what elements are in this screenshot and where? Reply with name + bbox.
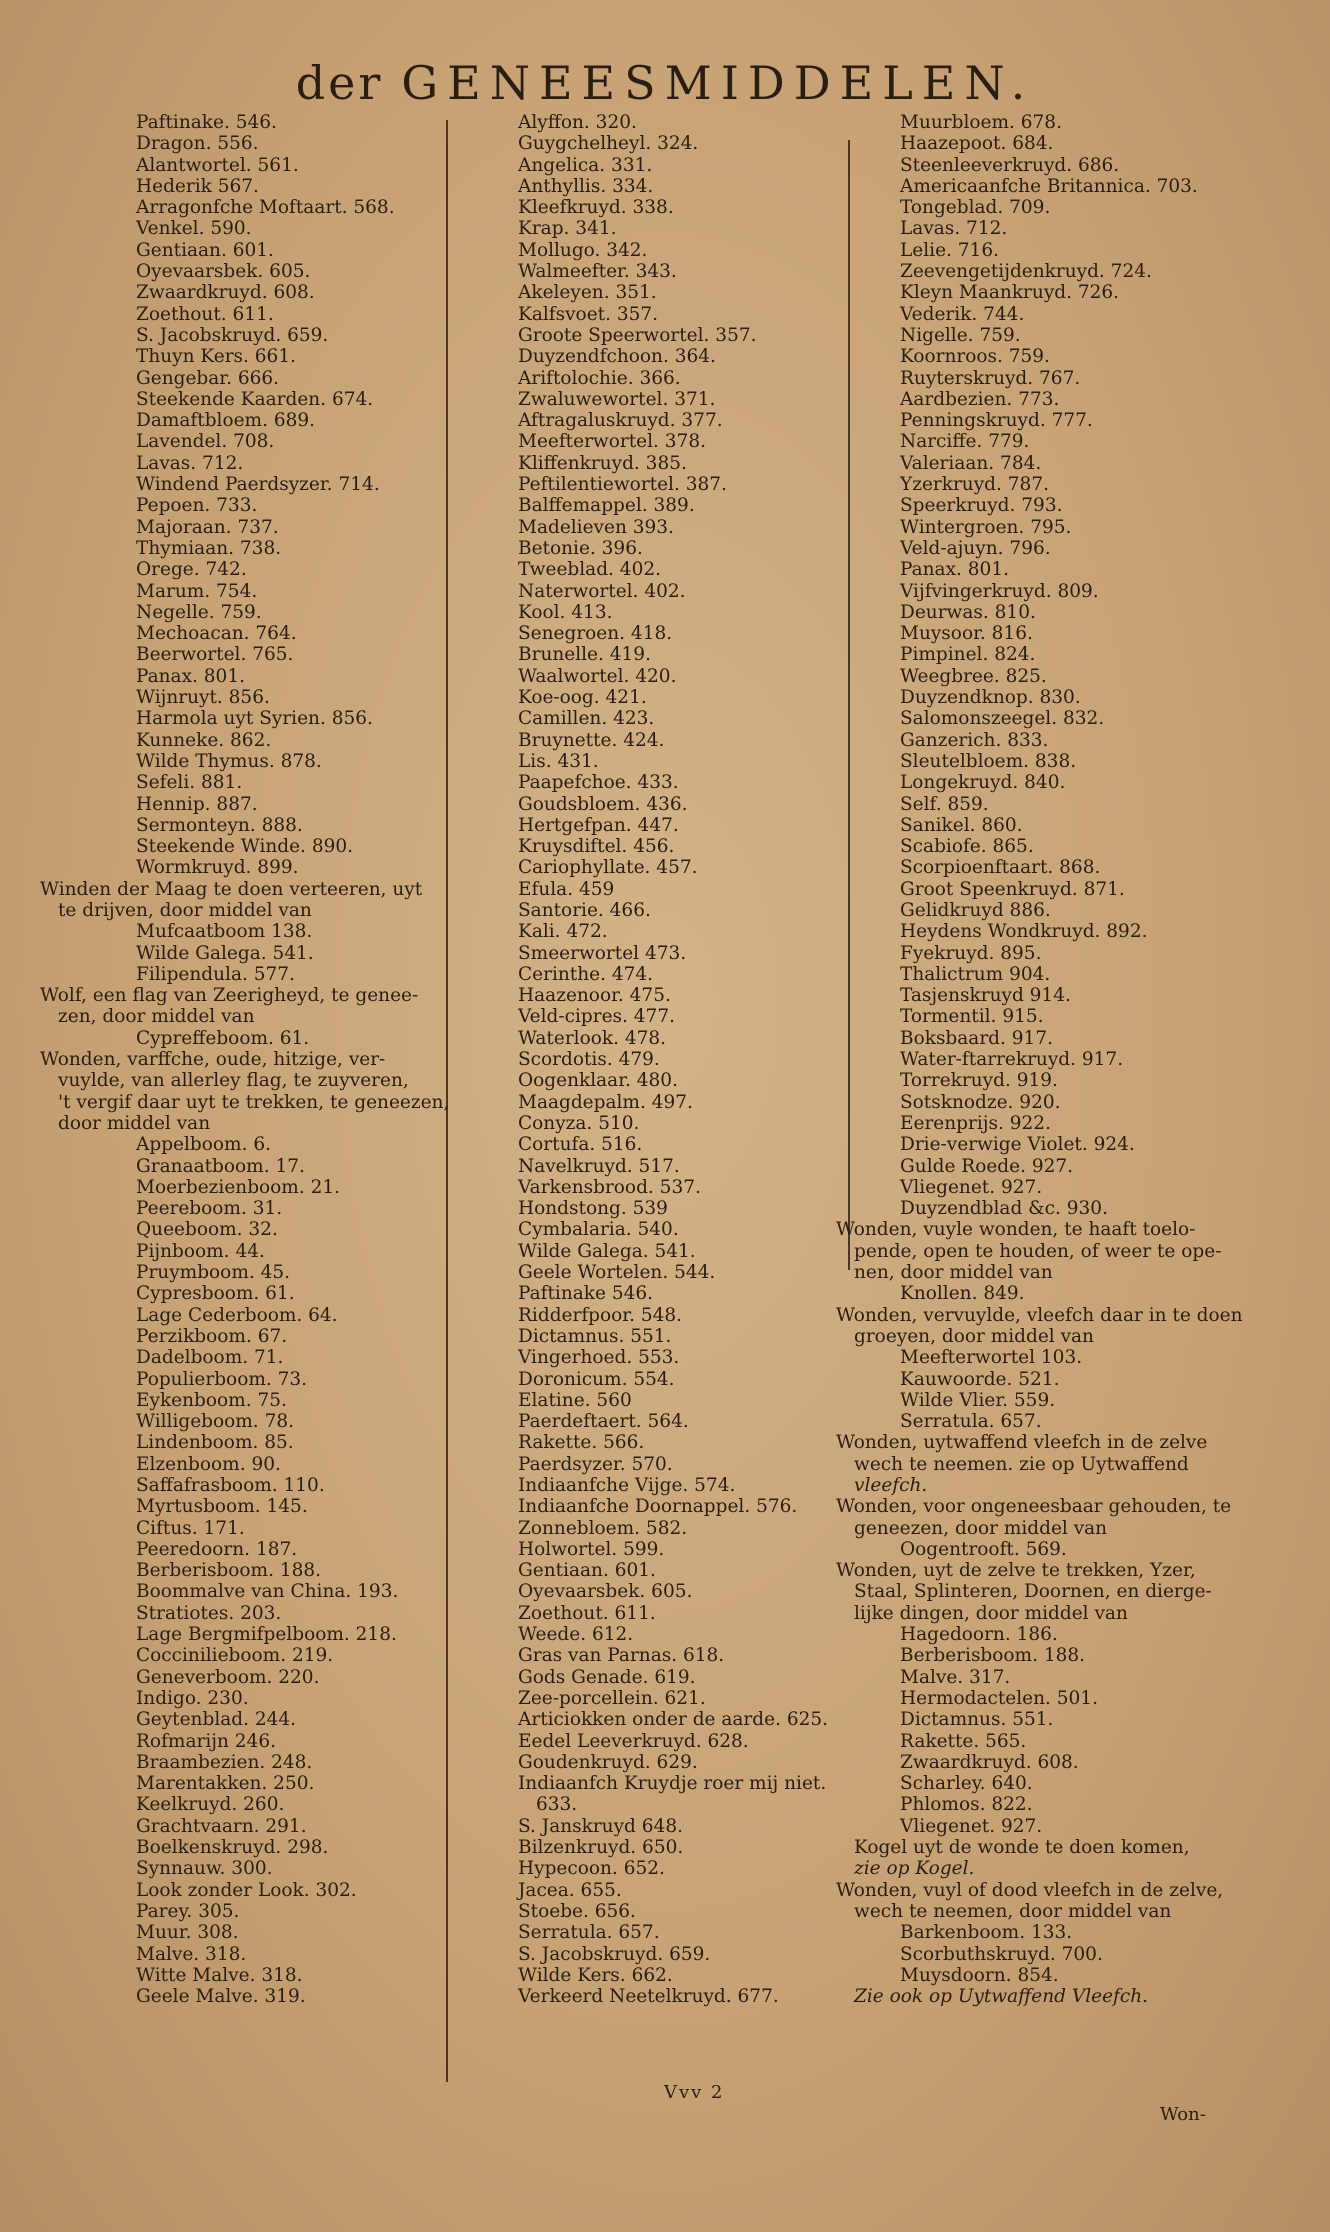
- index-entry: Koe-oog. 421.: [518, 687, 647, 709]
- index-entry: Wilde Thymus. 878.: [136, 750, 322, 772]
- index-entry: Parey. 305.: [136, 1900, 240, 1922]
- index-entry: Gengebar. 666.: [136, 367, 280, 389]
- index-entry: Navelkruyd. 517.: [518, 1155, 680, 1177]
- index-entry: Malve. 317.: [900, 1666, 1011, 1688]
- index-entry: Elzenboom. 90.: [136, 1453, 281, 1475]
- index-entry: Indigo. 230.: [136, 1687, 249, 1709]
- index-entry: Duyzendfchoon. 364.: [518, 346, 716, 368]
- index-entry: Peeredoorn. 187.: [136, 1538, 298, 1560]
- index-entry: Damaftbloem. 689.: [136, 410, 316, 432]
- index-entry: Windend Paerdsyzer. 714.: [136, 474, 380, 496]
- index-entry: Zoethout. 611.: [136, 303, 274, 325]
- index-entry: Rakette. 565.: [900, 1730, 1027, 1752]
- index-entry: Kauwoorde. 521.: [900, 1368, 1060, 1390]
- index-entry: Winden der Maag te doen verteeren, uyt: [40, 878, 423, 900]
- index-entry: Elatine. 560: [518, 1389, 632, 1411]
- index-entry: Indiaanfche Vijge. 574.: [518, 1475, 736, 1496]
- index-entry: Oogenklaar. 480.: [518, 1070, 678, 1092]
- index-entry: Sotsknodze. 920.: [900, 1091, 1061, 1113]
- index-entry: Veld-cipres. 477.: [518, 1006, 675, 1028]
- index-entry: Appelboom. 6.: [136, 1134, 271, 1156]
- index-entry: Mechoacan. 764.: [136, 623, 297, 645]
- index-entry: Alyffon. 320.: [518, 112, 637, 133]
- index-entry: Akeleyen. 351.: [518, 282, 657, 304]
- index-entry: Articiokken onder de aarde. 625.: [518, 1709, 829, 1731]
- index-entry: Granaatboom. 17.: [136, 1155, 305, 1177]
- index-entry: Paapefchoe. 433.: [518, 772, 679, 794]
- index-entry: Pimpinel. 824.: [900, 644, 1036, 666]
- index-entry: Meefterwortel 103.: [900, 1347, 1083, 1369]
- index-entry: Muysdoorn. 854.: [900, 1964, 1059, 1986]
- index-entry: Lavendel. 708.: [136, 431, 275, 453]
- index-entry: Indiaanfche Doornappel. 576.: [518, 1496, 798, 1518]
- index-entry: Efula. 459: [518, 878, 615, 900]
- index-entry: Lavas. 712.: [136, 452, 244, 474]
- index-entry: Barkenboom. 133.: [900, 1922, 1073, 1944]
- index-entry: Rakette. 566.: [518, 1432, 645, 1454]
- index-entry: Wilde Kers. 662.: [518, 1964, 673, 1986]
- index-entry: Goudenkruyd. 629.: [518, 1751, 698, 1773]
- catchword: Won-: [1160, 2104, 1206, 2125]
- index-entry: Mollugo. 342.: [518, 239, 648, 261]
- index-entry: Marentakken. 250.: [136, 1773, 315, 1795]
- index-entry: Groot Speenkruyd. 871.: [900, 878, 1125, 900]
- header-title: GENEESMIDDELEN.: [401, 56, 1035, 110]
- index-entry: te drijven, door middel van: [58, 899, 312, 921]
- index-entry: Aardbezien. 773.: [900, 388, 1060, 410]
- index-entry: Scorbuthskruyd. 700.: [900, 1943, 1103, 1965]
- index-entry: Smeerwortel 473.: [518, 942, 687, 964]
- index-entry: Sefeli. 881.: [136, 772, 243, 794]
- index-entry: Fyekruyd. 895.: [900, 942, 1042, 964]
- index-entry: Paftinake 546.: [518, 1283, 654, 1305]
- index-entry: wech te neemen. zie op Uytwaffend: [854, 1453, 1189, 1475]
- index-entry: Zonnebloem. 582.: [518, 1517, 688, 1539]
- index-entry: S. Janskruyd 648.: [518, 1815, 683, 1837]
- index-entry: Orege. 742.: [136, 559, 247, 581]
- index-entry: Thuyn Kers. 661.: [136, 346, 296, 368]
- index-entry: Dragon. 556.: [136, 133, 259, 155]
- index-entry: Geele Malve. 319.: [136, 1986, 306, 2008]
- index-column-3: [836, 112, 1243, 2008]
- index-entry: Pijnboom. 44.: [136, 1240, 265, 1262]
- index-entry: Bilzenkruyd. 650.: [518, 1837, 684, 1859]
- index-entry: Zwaardkruyd. 608.: [136, 282, 315, 304]
- index-entry: Wintergroen. 795.: [900, 516, 1072, 538]
- index-entry: Zie ook op Uytwaffend Vleefch.: [854, 1986, 1149, 2008]
- index-entry: Kogel uyt de wonde te doen komen,: [854, 1837, 1190, 1859]
- index-entry: Santorie. 466.: [518, 899, 651, 921]
- index-entry: Dadelboom. 71.: [136, 1347, 284, 1369]
- index-entry: Boommalve van China. 193.: [136, 1581, 399, 1603]
- index-entry: Muur. 308.: [136, 1922, 239, 1944]
- index-entry: Stratiotes. 203.: [136, 1602, 282, 1624]
- index-entry: Bruynette. 424.: [518, 729, 665, 751]
- index-entry: Beerwortel. 765.: [136, 644, 294, 666]
- index-entry: Tongeblad. 709.: [900, 197, 1051, 219]
- index-entry: Hermodactelen. 501.: [900, 1687, 1098, 1709]
- index-entry: Wonden, vuyle wonden, te haaft toelo-: [836, 1219, 1196, 1241]
- index-entry: Waterlook. 478.: [518, 1027, 667, 1049]
- index-entry: Coccinilieboom. 219.: [136, 1645, 334, 1667]
- index-entry: S. Jacobskruyd. 659.: [136, 324, 329, 346]
- index-column-1: [40, 112, 450, 2008]
- index-entry: Peftilentiewortel. 387.: [518, 474, 727, 496]
- index-entry: groeyen, door middel van: [854, 1325, 1094, 1347]
- index-entry: Myrtusboom. 145.: [136, 1496, 308, 1518]
- index-entry: Grachtvaarn. 291.: [136, 1815, 307, 1837]
- index-entry: Yzerkruyd. 787.: [900, 474, 1049, 496]
- header-prefix: der: [295, 56, 384, 110]
- index-entry: Koornroos. 759.: [900, 346, 1050, 368]
- index-entry: Dictamnus. 551.: [518, 1325, 672, 1347]
- index-entry: Staal, Splinteren, Doornen, en dierge-: [854, 1581, 1212, 1603]
- index-entry: Zwaluwewortel. 371.: [518, 388, 716, 410]
- index-entry: Alantwortel. 561.: [136, 154, 299, 176]
- index-entry: Geneverboom. 220.: [136, 1666, 320, 1688]
- index-entry: lijke dingen, door middel van: [854, 1602, 1128, 1624]
- index-entry: Kliffenkruyd. 385.: [518, 452, 687, 474]
- index-entry: Pruymboom. 45.: [136, 1262, 291, 1284]
- index-entry: Vederik. 744.: [900, 303, 1025, 325]
- index-entry: Geytenblad. 244.: [136, 1709, 297, 1731]
- index-entry: Betonie. 396.: [518, 537, 643, 559]
- index-entry: Paftinake. 546.: [136, 112, 277, 133]
- index-entry: Boksbaard. 917.: [900, 1027, 1053, 1049]
- index-entry: Maagdepalm. 497.: [518, 1091, 693, 1113]
- index-entry: Eedel Leeverkruyd. 628.: [518, 1730, 749, 1752]
- index-entry: Sermonteyn. 888.: [136, 814, 303, 836]
- index-entry: nen, door middel van: [854, 1262, 1053, 1284]
- index-entry: Berberisboom. 188.: [900, 1645, 1086, 1667]
- index-entry: Longekruyd. 840.: [900, 772, 1066, 794]
- index-entry: wech te neemen, door middel van: [854, 1900, 1172, 1922]
- index-entry: Madelieven 393.: [518, 516, 674, 538]
- index-entry: Balffemappel. 389.: [518, 495, 695, 517]
- index-entry: Holwortel. 599.: [518, 1538, 665, 1560]
- index-entry: Oyevaarsbek. 605.: [136, 261, 311, 283]
- index-entry: Haazepoot. 684.: [900, 133, 1054, 155]
- index-entry: Sleutelbloem. 838.: [900, 750, 1077, 772]
- index-entry: Hypecoon. 652.: [518, 1858, 665, 1880]
- index-entry: Krap. 341.: [518, 218, 617, 240]
- index-entry: Zwaardkruyd. 608.: [900, 1751, 1079, 1773]
- index-entry: Varkensbrood. 537.: [518, 1176, 701, 1198]
- index-entry: Eerenprijs. 922.: [900, 1112, 1051, 1134]
- index-entry: Berberisboom. 188.: [136, 1560, 322, 1582]
- index-entry: Gulde Roede. 927.: [900, 1155, 1074, 1177]
- index-entry: Wonden, vuyl of dood vleefch in de zelve,: [836, 1879, 1224, 1901]
- index-entry: 't vergif daar uyt te trekken, te geneezen,: [58, 1091, 450, 1113]
- index-entry: Ariftolochie. 366.: [518, 367, 681, 389]
- index-entry: Cariophyllate. 457.: [518, 857, 698, 879]
- index-entry: Boelkenskruyd. 298.: [136, 1837, 329, 1859]
- index-entry: Panax. 801.: [900, 559, 1009, 581]
- index-column-2: [518, 112, 858, 2007]
- index-entry: Muysoor. 816.: [900, 623, 1033, 645]
- index-entry: door middel van: [58, 1112, 211, 1134]
- index-entry: Cymbalaria. 540.: [518, 1219, 679, 1241]
- index-entry: Indiaanfch Kruydje roer mij niet.: [518, 1773, 827, 1795]
- index-entry: Scharley. 640.: [900, 1773, 1033, 1795]
- index-entry: Penningskruyd. 777.: [900, 410, 1093, 432]
- index-entry: Filipendula. 577.: [136, 963, 295, 985]
- index-entry: Oyevaarsbek. 605.: [518, 1581, 693, 1603]
- index-entry: Gras van Parnas. 618.: [518, 1645, 725, 1667]
- index-entry: Wonden, uytwaffend vleefch in de zelve: [836, 1432, 1208, 1454]
- index-entry: Pepoen. 733.: [136, 495, 258, 517]
- index-entry: Nigelle. 759.: [900, 324, 1021, 346]
- index-entry: Weegbree. 825.: [900, 665, 1047, 687]
- index-entry: Arragonfche Moftaart. 568.: [136, 197, 395, 219]
- index-entry: Steekende Winde. 890.: [136, 836, 354, 858]
- index-entry: Venkel. 590.: [136, 218, 252, 240]
- index-entry: Look zonder Look. 302.: [136, 1879, 357, 1901]
- index-entry: Willigeboom. 78.: [136, 1411, 294, 1433]
- index-entry: Harmola uyt Syrien. 856.: [136, 708, 373, 730]
- index-entry: Jacea. 655.: [518, 1879, 622, 1901]
- index-entry: Gentiaan. 601.: [136, 239, 274, 261]
- index-entry: Torrekruyd. 919.: [900, 1070, 1058, 1092]
- index-entry: Thymiaan. 738.: [136, 537, 282, 559]
- index-entry: Veld-ajuyn. 796.: [900, 537, 1051, 559]
- index-entry: Hondstong. 539: [518, 1198, 668, 1220]
- index-entry: Synnauw. 300.: [136, 1858, 273, 1880]
- index-entry: Serratula. 657.: [900, 1411, 1042, 1433]
- index-entry: Wonden, vervuylde, vleefch daar in te doen: [836, 1304, 1243, 1326]
- index-entry: Groote Speerwortel. 357.: [518, 324, 757, 346]
- index-entry: Kleefkruyd. 338.: [518, 197, 674, 219]
- index-entry: Americaanfche Britannica. 703.: [900, 175, 1198, 197]
- index-entry: Lage Cederboom. 64.: [136, 1304, 338, 1326]
- index-entry: Paerdeftaert. 564.: [518, 1411, 689, 1433]
- index-entry: Wonden, varffche, oude, hitzige, ver-: [40, 1049, 386, 1071]
- index-entry: Knollen. 849.: [900, 1283, 1025, 1305]
- index-entry: Populierboom. 73.: [136, 1368, 308, 1390]
- index-entry: Haazenoor. 475.: [518, 985, 671, 1007]
- index-entry: Perzikboom. 67.: [136, 1325, 288, 1347]
- index-entry: Ciftus. 171.: [136, 1517, 245, 1539]
- index-entry: Ganzerich. 833.: [900, 729, 1049, 751]
- index-entry: Steenleeverkruyd. 686.: [900, 154, 1120, 176]
- index-entry: Anthyllis. 334.: [518, 175, 654, 197]
- index-entry: Kunneke. 862.: [136, 729, 272, 751]
- index-entry: Hertgefpan. 447.: [518, 814, 679, 836]
- index-entry: Waalwortel. 420.: [518, 665, 677, 687]
- index-entry: Zee-porcellein. 621.: [518, 1687, 706, 1709]
- index-entry: vleefch.: [854, 1475, 928, 1496]
- index-entry: Cerinthe. 474.: [518, 963, 654, 985]
- index-entry: Oogentrooft. 569.: [900, 1538, 1067, 1560]
- index-entry: Moerbezienboom. 21.: [136, 1176, 341, 1198]
- index-entry: Tormentil. 915.: [900, 1006, 1044, 1028]
- index-entry: Thalictrum 904.: [900, 963, 1051, 985]
- index-entry: Conyza. 510.: [518, 1112, 640, 1134]
- index-entry: Meefterwortel. 378.: [518, 431, 706, 453]
- index-entry: Sanikel. 860.: [900, 814, 1023, 836]
- index-entry: Witte Malve. 318.: [136, 1964, 303, 1986]
- index-entry: Dictamnus. 551.: [900, 1709, 1054, 1731]
- index-entry: Phlomos. 822.: [900, 1794, 1033, 1816]
- index-entry: pende, open te houden, of weer te ope-: [854, 1240, 1222, 1262]
- index-entry: Eykenboom. 75.: [136, 1389, 287, 1411]
- index-entry: Vliegenet. 927.: [900, 1176, 1043, 1198]
- index-entry: Keelkruyd. 260.: [136, 1794, 285, 1816]
- index-entry: Vijfvingerkruyd. 809.: [900, 580, 1099, 602]
- index-entry: Weede. 612.: [518, 1624, 634, 1646]
- index-entry: Stoebe. 656.: [518, 1900, 636, 1922]
- index-entry: Malve. 318.: [136, 1943, 247, 1965]
- index-entry: Cypreffeboom. 61.: [136, 1027, 310, 1049]
- index-entry: Zeevengetijdenkruyd. 724.: [900, 261, 1152, 283]
- index-entry: Wilde Vlier. 559.: [900, 1389, 1056, 1411]
- index-entry: Brunelle. 419.: [518, 644, 651, 666]
- index-entry: Duyzendknop. 830.: [900, 687, 1081, 709]
- index-entry: Tasjenskruyd 914.: [900, 985, 1071, 1007]
- index-entry: Ruyterskruyd. 767.: [900, 367, 1081, 389]
- index-entry: Mufcaatboom 138.: [136, 921, 313, 943]
- index-entry: Tweeblad. 402.: [518, 559, 661, 581]
- index-entry: Scordotis. 479.: [518, 1049, 660, 1071]
- index-entry: Rofmarijn 246.: [136, 1730, 276, 1752]
- index-entry: Verkeerd Neetelkruyd. 677.: [518, 1986, 779, 2008]
- index-entry: Angelica. 331.: [518, 154, 653, 176]
- index-entry: Doronicum. 554.: [518, 1368, 675, 1390]
- index-entry: Wonden, uyt de zelve te trekken, Yzer,: [836, 1560, 1196, 1582]
- index-entry: Cortufa. 516.: [518, 1134, 643, 1156]
- index-entry: Cypresboom. 61.: [136, 1283, 295, 1305]
- index-entry: Vliegenet. 927.: [900, 1815, 1043, 1837]
- index-entry: Panax. 801.: [136, 665, 245, 687]
- index-entry: Hennip. 887.: [136, 793, 258, 815]
- index-entry: Salomonszeegel. 832.: [900, 708, 1105, 730]
- index-entry: Aftragaluskruyd. 377.: [518, 410, 723, 432]
- index-entry: Kalfsvoet. 357.: [518, 303, 659, 325]
- index-entry: Lelie. 716.: [900, 239, 999, 261]
- index-entry: Hagedoorn. 186.: [900, 1624, 1058, 1646]
- index-entry: Wilde Galega. 541.: [136, 942, 314, 964]
- index-entry: S. Jacobskruyd. 659.: [518, 1943, 711, 1965]
- index-entry: Peereboom. 31.: [136, 1198, 283, 1220]
- index-entry: Narciffe. 779.: [900, 431, 1030, 453]
- index-entry: Lindenboom. 85.: [136, 1432, 294, 1454]
- index-entry: Self. 859.: [900, 793, 989, 815]
- index-entry: vuylde, van allerley flag, te zuyveren,: [58, 1070, 409, 1092]
- index-entry: Wormkruyd. 899.: [136, 857, 299, 879]
- index-entry: Serratula. 657.: [518, 1922, 660, 1944]
- index-entry: Ridderfpoor. 548.: [518, 1304, 683, 1326]
- index-entry: 633.: [536, 1794, 578, 1816]
- index-entry: Kleyn Maankruyd. 726.: [900, 282, 1120, 304]
- index-entry: Paerdsyzer. 570.: [518, 1453, 673, 1475]
- index-entry: geneezen, door middel van: [854, 1517, 1108, 1539]
- index-entry: Wolf, een flag van Zeerigheyd, te genee-: [40, 985, 419, 1007]
- index-entry: Wilde Galega. 541.: [518, 1240, 696, 1262]
- index-entry: Duyzendblad &c. 930.: [900, 1198, 1108, 1220]
- signature-mark: Vvv 2: [664, 2082, 725, 2103]
- index-entry: Saffafrasboom. 110.: [136, 1475, 325, 1496]
- index-entry: Speerkruyd. 793.: [900, 495, 1063, 517]
- index-entry: Braambezien. 248.: [136, 1751, 313, 1773]
- index-entry: Kruysdiftel. 456.: [518, 836, 675, 858]
- index-entry: Drie-verwige Violet. 924.: [900, 1134, 1135, 1156]
- index-entry: zen, door middel van: [58, 1006, 255, 1028]
- index-entry: Lis. 431.: [518, 750, 599, 772]
- index-entry: Goudsbloem. 436.: [518, 793, 688, 815]
- index-entry: Scabiofe. 865.: [900, 836, 1034, 858]
- index-entry: Lage Bergmifpelboom. 218.: [136, 1624, 397, 1646]
- index-entry: Guygchelheyl. 324.: [518, 133, 699, 155]
- index-entry: Valeriaan. 784.: [900, 452, 1042, 474]
- index-entry: Naterwortel. 402.: [518, 580, 686, 602]
- index-entry: Marum. 754.: [136, 580, 258, 602]
- index-entry: Senegroen. 418.: [518, 623, 673, 645]
- index-entry: Geele Wortelen. 544.: [518, 1262, 716, 1284]
- index-entry: Scorpioenftaart. 868.: [900, 857, 1101, 879]
- index-entry: Gentiaan. 601.: [518, 1560, 656, 1582]
- index-entry: Muurbloem. 678.: [900, 112, 1062, 133]
- index-entry: Camillen. 423.: [518, 708, 655, 730]
- index-entry: Kali. 472.: [518, 921, 608, 943]
- page-header: [0, 56, 1330, 110]
- index-entry: Wonden, voor ongeneesbaar gehouden, te: [836, 1496, 1232, 1518]
- index-entry: Vingerhoed. 553.: [518, 1347, 680, 1369]
- index-entry: zie op Kogel.: [854, 1858, 975, 1880]
- index-entry: Hederik 567.: [136, 175, 259, 197]
- index-entry: Queeboom. 32.: [136, 1219, 278, 1241]
- index-entry: Steekende Kaarden. 674.: [136, 388, 374, 410]
- index-entry: Majoraan. 737.: [136, 516, 279, 538]
- index-entry: Wijnruyt. 856.: [136, 687, 270, 709]
- index-entry: Zoethout. 611.: [518, 1602, 656, 1624]
- index-entry: Gelidkruyd 886.: [900, 899, 1051, 921]
- index-entry: Water-ftarrekruyd. 917.: [900, 1049, 1124, 1071]
- index-entry: Lavas. 712.: [900, 218, 1008, 240]
- index-entry: Heydens Wondkruyd. 892.: [900, 921, 1148, 943]
- index-entry: Kool. 413.: [518, 601, 613, 623]
- index-entry: Deurwas. 810.: [900, 601, 1036, 623]
- index-entry: Walmeefter. 343.: [518, 261, 677, 283]
- index-entry: Negelle. 759.: [136, 601, 262, 623]
- index-entry: Gods Genade. 619.: [518, 1666, 696, 1688]
